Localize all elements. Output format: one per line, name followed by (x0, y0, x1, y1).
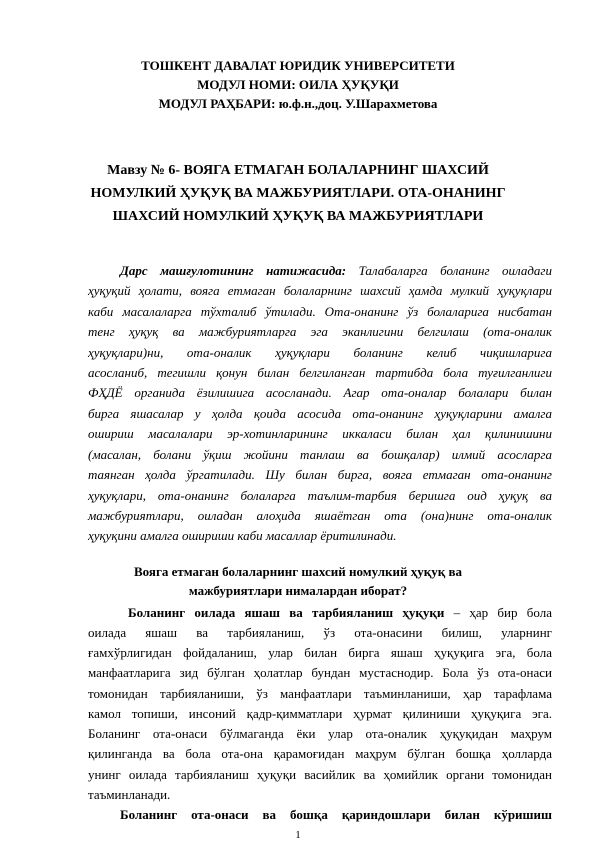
intro-line: мажбуриятлари, оиладан алоҳида яшаётган ота (она)нинг ота-оналик (88, 508, 552, 523)
module-name: МОДУЛ НОМИ: ОИЛА ҲУҚУҚИ (197, 77, 399, 92)
body-line: Боланинг ота-онаси бўлмаганда ёки улар ота-оналик ҳуқуқидан маҳрум (88, 726, 552, 741)
topic-title-line: НОМУЛКИЙ ҲУҚУҚ ВА МАЖБУРИЯТЛАРИ. ОТА-ОНАНИНГ (90, 186, 506, 201)
section-question: мажбуриятлари нималардан иборат? (188, 583, 408, 598)
body-line: ғамхўрлигидан фойдаланиш, улар билан бирга яшаш ҳуқуқига эга, бола (88, 645, 552, 660)
topic-title-line: Мавзу № 6- ВОЯГА ЕТМАГАН БОЛАЛАРНИНГ ШАХСИЙ (107, 163, 489, 178)
section-question: Вояга етмаган болаларнинг шахсий номулкий ҳуқуқ ва (133, 564, 463, 579)
intro-line: асосланиб, тегишли қонун билан белгиланган тартибда бола туғилганлиги (88, 365, 552, 380)
body-line: унинг оилада тарбияланиш ҳуқуқи васийлик ва ҳомийлик органи томонидан (88, 767, 552, 782)
intro-line: тенг ҳуқуқ ва мажбуриятларга эга эканлигини белгилаш (ота-оналик (88, 324, 552, 339)
body-line (128, 603, 552, 623)
intro-line: ҳуқуқлари)ни, ота-оналик ҳуқуқлари боланинг келиб чиқишларига (88, 345, 552, 360)
page-number: 1 (295, 829, 301, 841)
body-line: қилинганда ва бола ота-она қарамоғидан маҳрум бўлган бошқа ҳолларда (88, 746, 552, 761)
intro-line: таянган ҳолда ўргатилади. Шу билан бирга, вояга етмаган ота-онанинг (88, 467, 552, 482)
intro-lead: Дарс машғулотининг натижасида: (120, 263, 347, 278)
intro-line: ФҲДЁ органида ёзилишига асосланади. Агар ота-оналар болалари билан (88, 385, 552, 400)
topic-title-line: ШАХСИЙ НОМУЛКИЙ ҲУҚУҚ ВА МАЖБУРИЯТЛАРИ (112, 209, 484, 224)
intro-line: (масалан, болани ўқиш жойини танлаш ва бошқалар) илмий асосларга (88, 447, 552, 462)
intro-line: ҳуқуқини амалга ошириши каби масаллар ёритилинади. (88, 528, 397, 543)
body-line: камол топиши, инсоний қадр-қимматлари ҳурмат қилиниши ҳуқуқига эга. (88, 706, 552, 721)
body-line: таъминланади. (88, 787, 171, 802)
intro-line: ҳуқуқий ҳолати, вояга етмаган болаларнинг шахсий ҳамда мулкий ҳуқуқлари (88, 283, 552, 298)
body-line: манфаатларига зид бўлган ҳолатлар бундан мустаснодир. Бола ўз ота-онаси (88, 665, 552, 680)
body-lead: Боланинг оилада яшаш ва тарбияланиш ҳуқуқи (128, 605, 445, 620)
body-line-text: – ҳар бир бола (444, 605, 552, 620)
university-name: ТОШКЕНТ ДАВАЛАТ ЮРИДИК УНИВЕРСИТЕТИ (141, 58, 455, 73)
intro-line (120, 261, 552, 281)
intro-line: бирга яшасалар у ҳолда қоида асосида ота-онанинг ҳуқуқларини амалга (88, 406, 552, 421)
intro-line: каби масалаларга тўхталиб ўтилади. Ота-онанинг ўз болаларига нисбатан (88, 304, 552, 319)
next-heading-line: Боланинг ота-онаси ва бошқа қариндошлари билан кўришиш (120, 807, 552, 822)
intro-line: ҳуқуқлари, ота-онанинг болаларга таълим-тарбия беришга оид ҳуқуқ ва (88, 488, 552, 503)
body-line: оилада яшаш ва тарбияланиш, ўз ота-онасини билиш, уларнинг (88, 625, 552, 640)
intro-line-text: Талабаларга боланинг оиладаги (346, 263, 552, 278)
body-line: томонидан тарбияланиши, ўз манфаатлари таъминланиши, ҳар тарафлама (88, 686, 552, 701)
intro-line: ошириш масалалари эр-хотинларининг иккаласи билан ҳал қилинишини (88, 426, 552, 441)
module-head: МОДУЛ РАҲБАРИ: ю.ф.н.,доц. У.Шарахметова (158, 96, 438, 111)
